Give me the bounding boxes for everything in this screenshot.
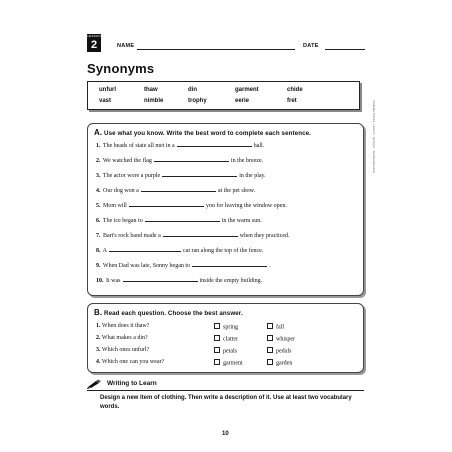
option-4a[interactable]: garment — [214, 359, 243, 367]
answer-blank-2[interactable] — [154, 161, 229, 162]
question-4: 4. Which one can you wear? — [96, 359, 165, 365]
sentence-2: 2. We watched the flag in the breeze. — [96, 158, 264, 164]
option-1a[interactable]: spring — [214, 323, 238, 331]
name-label: NAME — [117, 43, 135, 49]
page-number: 10 — [222, 431, 229, 437]
sentence-3: 3. The actor wore a purple in the play. — [96, 173, 266, 179]
answer-blank-10[interactable] — [123, 281, 198, 282]
word-eerie: eerie — [235, 98, 250, 104]
answer-blank-3[interactable] — [162, 176, 237, 177]
sentence-7: 7. Bart's rock band made a when they practiced. — [96, 233, 290, 239]
lesson-number: 2 — [90, 39, 98, 51]
checkbox-icon[interactable] — [267, 359, 273, 365]
sentence-1: 1. The heads of state all met in a hall. — [96, 143, 265, 149]
answer-blank-5[interactable] — [129, 206, 204, 207]
sentence-8: 8. A cat ran along the top of the fence. — [96, 248, 264, 254]
word-thaw: thaw — [144, 87, 158, 93]
answer-blank-9[interactable] — [192, 266, 267, 267]
section-a-letter: A. — [94, 128, 103, 137]
checkbox-icon[interactable] — [267, 347, 273, 353]
section-b-instruction: Read each question. Choose the best answer. — [104, 310, 243, 317]
word-trophy: trophy — [188, 98, 207, 104]
option-2a[interactable]: clatter — [214, 335, 238, 343]
page-title: Synonyms — [87, 61, 155, 76]
lesson-badge — [87, 34, 101, 52]
checkbox-icon[interactable] — [267, 323, 273, 329]
section-b-panel — [87, 303, 364, 373]
option-3a[interactable]: petals — [214, 347, 237, 355]
checkbox-icon[interactable] — [214, 323, 220, 329]
date-label: DATE — [303, 43, 319, 49]
writing-divider — [87, 390, 364, 391]
sentence-10: 10. It was inside the empty building. — [96, 278, 263, 284]
option-2b[interactable]: whisper — [267, 335, 295, 343]
section-a-heading — [94, 128, 311, 137]
word-chide: chide — [287, 87, 303, 93]
answer-blank-7[interactable] — [163, 236, 238, 237]
word-garment: garment — [235, 87, 259, 93]
section-b-heading — [94, 308, 243, 317]
writing-prompt: Design a new item of clothing. Then write a description of it. Use at least two vocabulary words. — [100, 395, 352, 410]
lesson-label: LESSON — [87, 34, 101, 38]
option-4b[interactable]: garden — [267, 359, 292, 367]
option-1b[interactable]: fall — [267, 323, 284, 331]
section-b-letter: B. — [94, 308, 103, 317]
answer-blank-1[interactable] — [177, 146, 252, 147]
name-field[interactable] — [137, 49, 295, 50]
word-vast: vast — [99, 98, 112, 104]
section-a-panel — [87, 123, 364, 296]
checkbox-icon[interactable] — [214, 347, 220, 353]
section-a-instruction: Use what you know. Write the best word to complete each sentence. — [104, 130, 311, 137]
checkbox-icon[interactable] — [267, 335, 273, 341]
answer-blank-4[interactable] — [141, 191, 216, 192]
writing-pencil-icon — [87, 379, 103, 389]
word-fret: fret — [287, 98, 297, 104]
checkbox-icon[interactable] — [214, 335, 220, 341]
word-box — [87, 81, 360, 110]
question-1: 1. When does it thaw? — [96, 323, 150, 329]
side-credit-text: Vocabulary Practice · Lesson 2 · Synonyms · Teaching Resources — [372, 100, 375, 174]
sentence-5: 5. Mom will you for leaving the window open. — [96, 203, 287, 209]
sentence-6: 6. The ice began to in the warm sun. — [96, 218, 262, 224]
writing-heading: Writing to Learn — [107, 380, 157, 387]
sentence-9: 9. When Dad was late, Sonny began to . — [96, 263, 271, 269]
sentence-4: 4. Our dog won a at the pet show. — [96, 188, 256, 194]
checkbox-icon[interactable] — [214, 359, 220, 365]
word-din: din — [188, 87, 197, 93]
word-unfurl: unfurl — [99, 87, 116, 93]
word-nimble: nimble — [144, 98, 164, 104]
answer-blank-8[interactable] — [109, 251, 181, 252]
question-2: 2. What makes a din? — [96, 335, 148, 341]
option-3b[interactable]: pedals — [267, 347, 291, 355]
question-3: 3. Which ones unfurl? — [96, 347, 150, 353]
answer-blank-6[interactable] — [145, 221, 220, 222]
date-field[interactable] — [325, 49, 365, 50]
